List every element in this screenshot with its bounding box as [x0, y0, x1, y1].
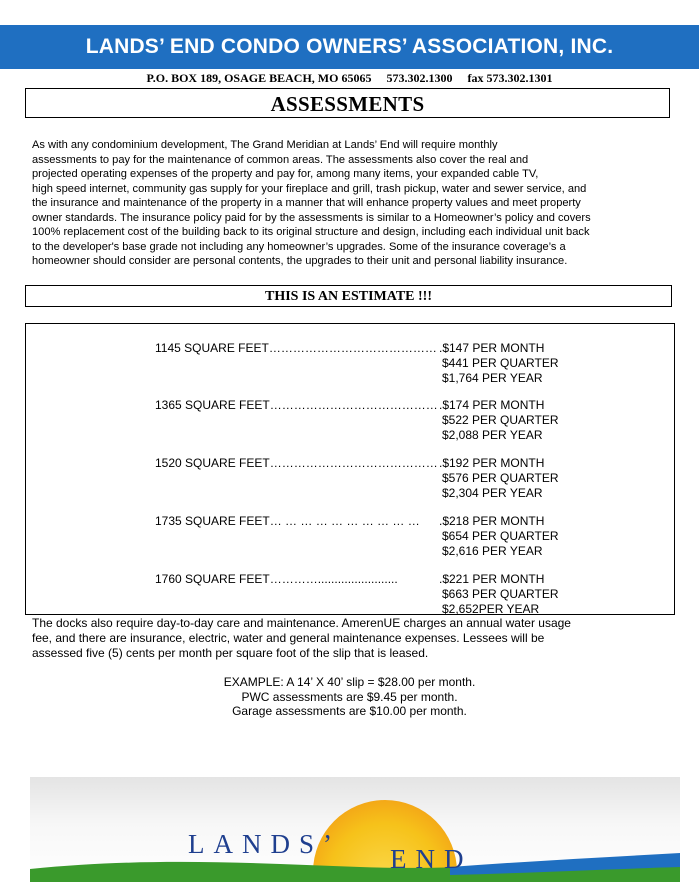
logo-graphic	[30, 777, 680, 882]
quarterly-rate: $654 PER QUARTER	[442, 529, 559, 543]
pwc-assessment: PWC assessments are $9.45 per month.	[241, 689, 458, 704]
quarterly-rate: $576 PER QUARTER	[442, 471, 559, 485]
quarterly-rate: $441 PER QUARTER	[442, 356, 559, 370]
monthly-rate: .$192 PER MONTH	[439, 456, 545, 470]
unit-size-label: 1365 SQUARE FEET……………………………………	[155, 398, 438, 412]
rate-amounts	[439, 456, 559, 501]
docks-paragraph	[32, 616, 632, 660]
page-title: ASSESSMENTS	[25, 88, 670, 118]
slip-example: EXAMPLE: A 14’ X 40’ slip = $28.00 per month.	[223, 675, 476, 689]
intro-line: As with any condominium development, The Grand Meridian at Lands’ End will require monthly	[32, 139, 498, 151]
monthly-rate: .$221 PER MONTH	[439, 572, 545, 586]
intro-line: assessments to pay for the maintenance of common areas. The assessments also cover the real and	[32, 153, 529, 166]
yearly-rate: $2,304 PER YEAR	[442, 486, 543, 500]
intro-line: 100% replacement cost of the building back to its original structure and design, including each individual unit back	[32, 226, 590, 238]
docks-line: assessed five (5) cents per month per square foot of the slip that is leased.	[32, 645, 429, 660]
monthly-rate: .$174 PER MONTH	[439, 398, 545, 412]
intro-line: owner standards. The insurance policy paid for by the assessments is similar to a Homeowner’s policy and covers	[32, 211, 591, 224]
yearly-rate: $2,088 PER YEAR	[442, 428, 543, 442]
intro-line: projected operating expenses of the property and pay for, among many items, your expanded cable TV,	[32, 168, 539, 180]
unit-size-label: 1520 SQUARE FEET……………………………………	[155, 456, 438, 470]
yearly-rate: $2,652PER YEAR	[442, 602, 540, 616]
garage-assessment: Garage assessments are $10.00 per month.	[232, 704, 467, 718]
rate-amounts	[439, 341, 559, 386]
quarterly-rate: $522 PER QUARTER	[442, 413, 559, 427]
logo-word-end: END	[390, 844, 473, 874]
rate-amounts	[439, 514, 559, 559]
intro-paragraph	[32, 138, 672, 269]
unit-size-label: 1760 SQUARE FEET…………........................	[155, 572, 398, 586]
fax-number: fax 573.302.1301	[467, 71, 553, 85]
docks-line: The docks also require day-to-day care and maintenance. AmerenUE charges an annual water usage	[32, 616, 571, 630]
unit-size-label: 1735 SQUARE FEET… … … … … … … … … …	[155, 514, 420, 528]
rate-amounts	[439, 572, 559, 617]
contact-line	[0, 71, 699, 86]
docks-line: fee, and there are insurance, electric, water and general maintenance expenses. Lessees will be	[32, 630, 545, 645]
quarterly-rate: $663 PER QUARTER	[442, 587, 559, 601]
monthly-rate: .$147 PER MONTH	[439, 341, 545, 355]
po-box-address: P.O. BOX 189, OSAGE BEACH, MO 65065	[146, 71, 372, 85]
intro-line: high speed internet, community gas supply for your fireplace and grill, trash pickup, water and sewer service, and	[32, 182, 587, 195]
estimate-heading: THIS IS AN ESTIMATE !!!	[25, 285, 672, 307]
unit-size-label: 1145 SQUARE FEET……………………………………	[155, 341, 437, 355]
lands-end-logo	[30, 777, 680, 882]
intro-line: the insurance and maintenance of the property in a manner that will enhance property values and meet property	[32, 197, 581, 209]
association-banner: LANDS’ END CONDO OWNERS’ ASSOCIATION, INC.	[0, 25, 699, 69]
yearly-rate: $1,764 PER YEAR	[442, 371, 543, 385]
rate-amounts	[439, 398, 559, 443]
phone-number: 573.302.1300	[386, 71, 453, 85]
logo-word-lands: LANDS’	[188, 829, 341, 859]
intro-line: to the developer's base grade not including any homeowner’s upgrades. Some of the insurance coverage’s a	[32, 240, 566, 253]
monthly-rate: .$218 PER MONTH	[439, 514, 545, 528]
intro-line: homeowner should consider are personal contents, the upgrades to their unit and personal liability insurance.	[32, 255, 568, 267]
example-assessments	[0, 675, 699, 719]
yearly-rate: $2,616 PER YEAR	[442, 544, 543, 558]
rates-table	[25, 323, 675, 615]
